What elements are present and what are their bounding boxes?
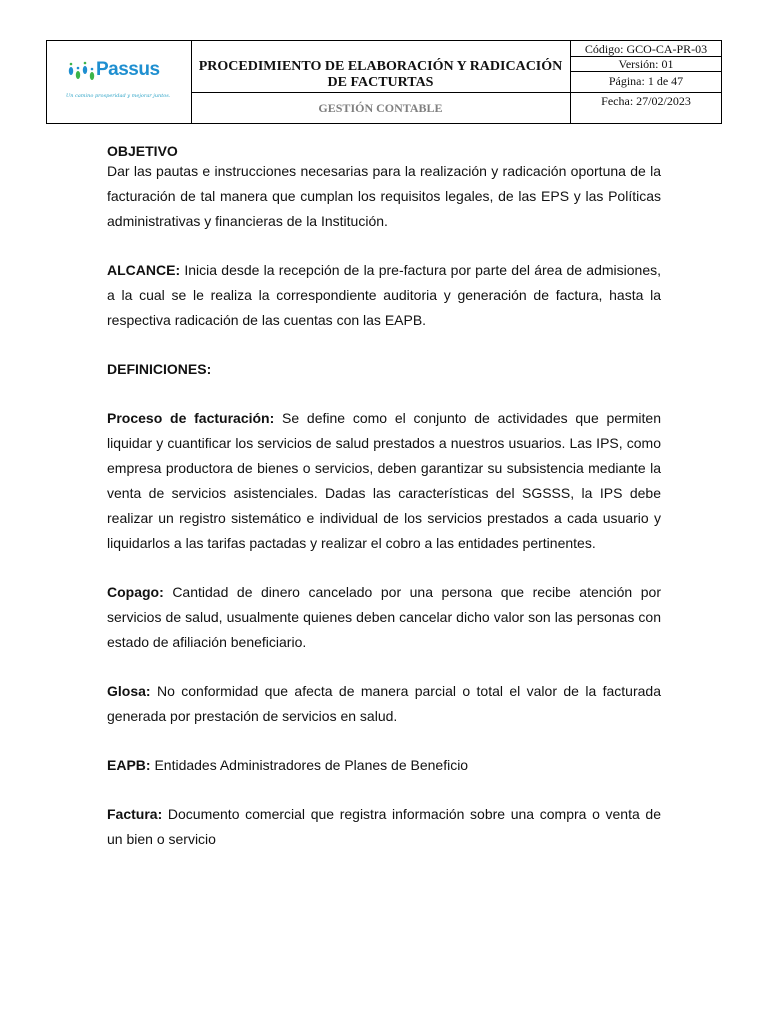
document-date: Fecha: 27/02/2023 — [601, 94, 691, 108]
proceso-term: Proceso de facturación: — [107, 410, 275, 426]
definition-factura — [107, 802, 661, 852]
objetivo-text: Dar las pautas e instrucciones necesarias para la realización y radicación oportuna de la facturación de tal manera que cumplan los requisitos legales, de las EPS y las Políticas administrativas y financieras de la Institución. — [107, 163, 661, 229]
copago-text: Cantidad de dinero cancelado por una persona que recibe atención por servicios de salud, usualmente quienes deben cancelar dicho valor son las personas con estado de afiliación beneficiario. — [107, 584, 661, 650]
definition-copago — [107, 580, 661, 655]
document-version: Versión: 01 — [571, 57, 721, 72]
document-title: PROCEDIMIENTO DE ELABORACIÓN Y RADICACIÓN DE FACTURTAS — [191, 41, 571, 93]
alcance-text: Inicia desde la recepción de la pre-factura por parte del área de admisiones, a la cual se le realiza la correspondiente auditoria y generación de factura, hasta la respectiva radicación de las cuentas con las EAPB. — [107, 262, 661, 328]
alcance-paragraph — [107, 258, 661, 333]
document-body — [107, 142, 661, 852]
factura-term: Factura: — [107, 806, 163, 822]
document-subtitle: GESTIÓN CONTABLE — [191, 93, 571, 123]
definition-eapb — [107, 753, 661, 778]
proceso-text: Se define como el conjunto de actividades que permiten liquidar y cuantificar los servicios de salud prestados a nuestros usuarios. Las IPS, como empresa productora de bienes o servicios, deben garantizar su subsistencia mediante la venta de servicios asistenciales. Dadas las características del SGSSS, la IPS debe realizar un registro sistemático e individual de los servicios prestados a cada usuario y liquidarlos a las tarifas pactadas y realizar el cobro a las entidades pertinentes. — [107, 410, 661, 551]
definition-glosa — [107, 679, 661, 729]
page-number: Página: 1 de 47 — [571, 72, 721, 93]
logo-wordmark: Passus — [96, 59, 160, 80]
glosa-text: No conformidad que afecta de manera parcial o total el valor de la facturada generada por prestación de servicios en salud. — [107, 683, 661, 724]
definition-proceso — [107, 406, 661, 556]
footprints-logo-icon — [67, 59, 97, 85]
eapb-text: Entidades Administradores de Planes de Beneficio — [150, 757, 469, 773]
eapb-term: EAPB: — [107, 757, 151, 773]
logo-cell — [47, 41, 192, 123]
section-heading-objetivo: OBJETIVO — [107, 143, 178, 159]
document-code: Código: GCO-CA-PR-03 — [571, 41, 721, 57]
section-heading-definiciones: DEFINICIONES: — [107, 361, 212, 377]
copago-term: Copago: — [107, 584, 164, 600]
alcance-term: ALCANCE: — [107, 262, 181, 278]
logo-slogan: Un camino prosperidad y mejorar juntos. — [66, 93, 171, 99]
document-header — [46, 40, 722, 124]
glosa-term: Glosa: — [107, 683, 151, 699]
factura-text: Documento comercial que registra información sobre una compra o venta de un bien o servicio — [107, 806, 661, 847]
